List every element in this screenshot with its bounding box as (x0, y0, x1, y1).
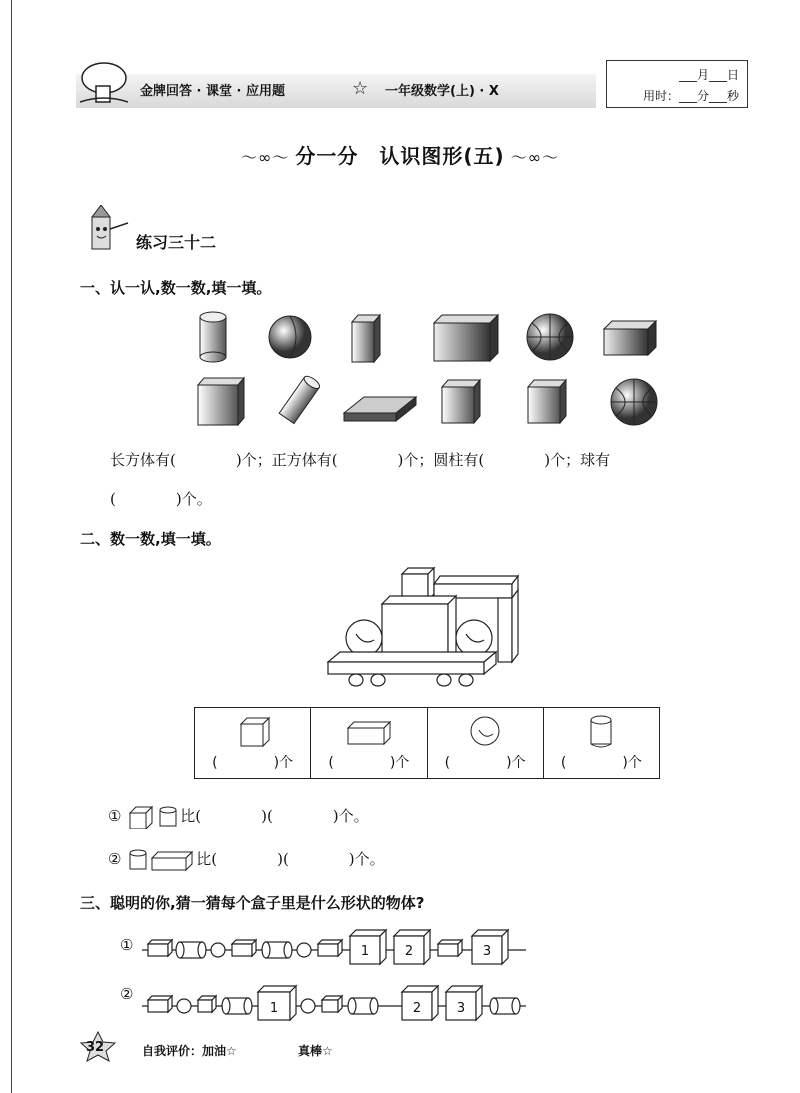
ball-shape (611, 379, 657, 425)
time-line: 用时：___分___秒 (642, 89, 739, 103)
box-2-label: 2 (404, 944, 414, 959)
cylinder-shape (279, 374, 321, 424)
sphere-shape (269, 316, 311, 358)
count-cell-sphere (427, 708, 543, 779)
cuboid-icon (438, 940, 462, 956)
ornament-left-icon: 〜∞〜 (240, 148, 296, 167)
sphere-icon (465, 714, 505, 748)
count-cell-cuboid (311, 708, 427, 779)
ball-shape (527, 314, 573, 360)
q3-heading: 三、聪明的你,猜一猜每个盒子里是什么形状的物体? (80, 894, 425, 912)
compare-2 (108, 848, 385, 872)
row1-marker: ① (120, 936, 134, 954)
sequence-row-1 (142, 926, 532, 966)
self-eval: 自我评价：加油☆ (142, 1044, 237, 1058)
cylinder-icon (176, 942, 206, 958)
box-3-label: 3 (482, 944, 492, 959)
page-title-text: 分一分 认识图形(五) (295, 144, 505, 168)
box-3-label: 3 (456, 1001, 466, 1016)
cylinder-icon (156, 805, 180, 829)
cube-icon (233, 714, 273, 748)
q2-heading: 二、数一数,填一填。 (80, 530, 221, 548)
cylinder-icon (348, 998, 378, 1014)
count-cell-cube (195, 708, 311, 779)
q2-count-table (194, 707, 660, 779)
cylinder-shape (200, 312, 226, 362)
sphere-icon (211, 943, 225, 957)
page-title (0, 140, 800, 169)
mushroom-icon (78, 58, 130, 108)
cuboid-icon (150, 848, 196, 872)
cuboid-shape (352, 315, 380, 362)
compare-2-text[interactable]: 比( )( )个。 (196, 850, 385, 868)
great-label: 真棒☆ (298, 1044, 333, 1058)
cuboid-icon (198, 996, 216, 1012)
count-cell-cylinder (543, 708, 659, 779)
marker-1: ① (108, 807, 122, 825)
q1-shapes (180, 305, 680, 435)
count-blank-cylinder[interactable]: ( )个 (560, 755, 642, 771)
cylinder-icon (581, 714, 621, 748)
page-number: 32 (86, 1040, 105, 1055)
cuboid-shape (434, 315, 498, 361)
cuboid-icon (148, 996, 172, 1012)
cylinder-icon (126, 848, 150, 872)
q1-fill-line2: ( )个。 (110, 490, 212, 508)
q1-heading: 一、认一认,数一数,填一填。 (80, 279, 272, 297)
sphere-icon (297, 943, 311, 957)
sphere-icon (177, 999, 191, 1013)
cylinder-icon (222, 998, 252, 1014)
grade-title: 一年级数学(上) · X (385, 84, 499, 99)
cuboid-icon (318, 940, 342, 956)
compare-1 (108, 805, 369, 829)
cube-icon (126, 805, 156, 829)
cube-shape (198, 378, 244, 425)
exercise-label: 练习三十二 (136, 233, 217, 252)
train-picture (320, 560, 530, 690)
cuboid-icon (322, 996, 342, 1012)
count-blank-sphere[interactable]: ( )个 (444, 755, 526, 771)
date-line: ___月___日 (678, 68, 739, 82)
cube-shape (528, 380, 566, 423)
box-1-label: 1 (360, 944, 370, 959)
cuboid-shape (344, 397, 416, 421)
star-icon: ☆ (352, 78, 369, 99)
count-blank-cuboid[interactable]: ( )个 (328, 755, 410, 771)
q1-fill-line1: 长方体有( )个；正方体有( )个；圆柱有( )个；球有 (110, 451, 611, 469)
count-blank-cube[interactable]: ( )个 (212, 755, 294, 771)
pencil-mascot-icon (80, 205, 134, 255)
box-1-label: 1 (269, 1001, 279, 1016)
date-time-box (606, 60, 748, 108)
marker-2: ② (108, 850, 122, 868)
cuboid-icon (148, 940, 172, 956)
sphere-icon (301, 999, 315, 1013)
cylinder-icon (262, 942, 292, 958)
cylinder-icon (490, 998, 520, 1014)
series-title: 金牌回答 · 课堂 · 应用题 (140, 84, 285, 99)
ornament-right-icon: 〜∞〜 (504, 148, 560, 167)
cuboid-shape (604, 321, 656, 355)
row2-marker: ② (120, 985, 134, 1003)
cuboid-icon (344, 714, 394, 748)
cuboid-icon (232, 940, 256, 956)
compare-1-text[interactable]: 比( )( )个。 (180, 807, 369, 825)
cube-shape (442, 380, 480, 423)
sequence-row-2 (142, 982, 532, 1022)
box-2-label: 2 (412, 1001, 422, 1016)
